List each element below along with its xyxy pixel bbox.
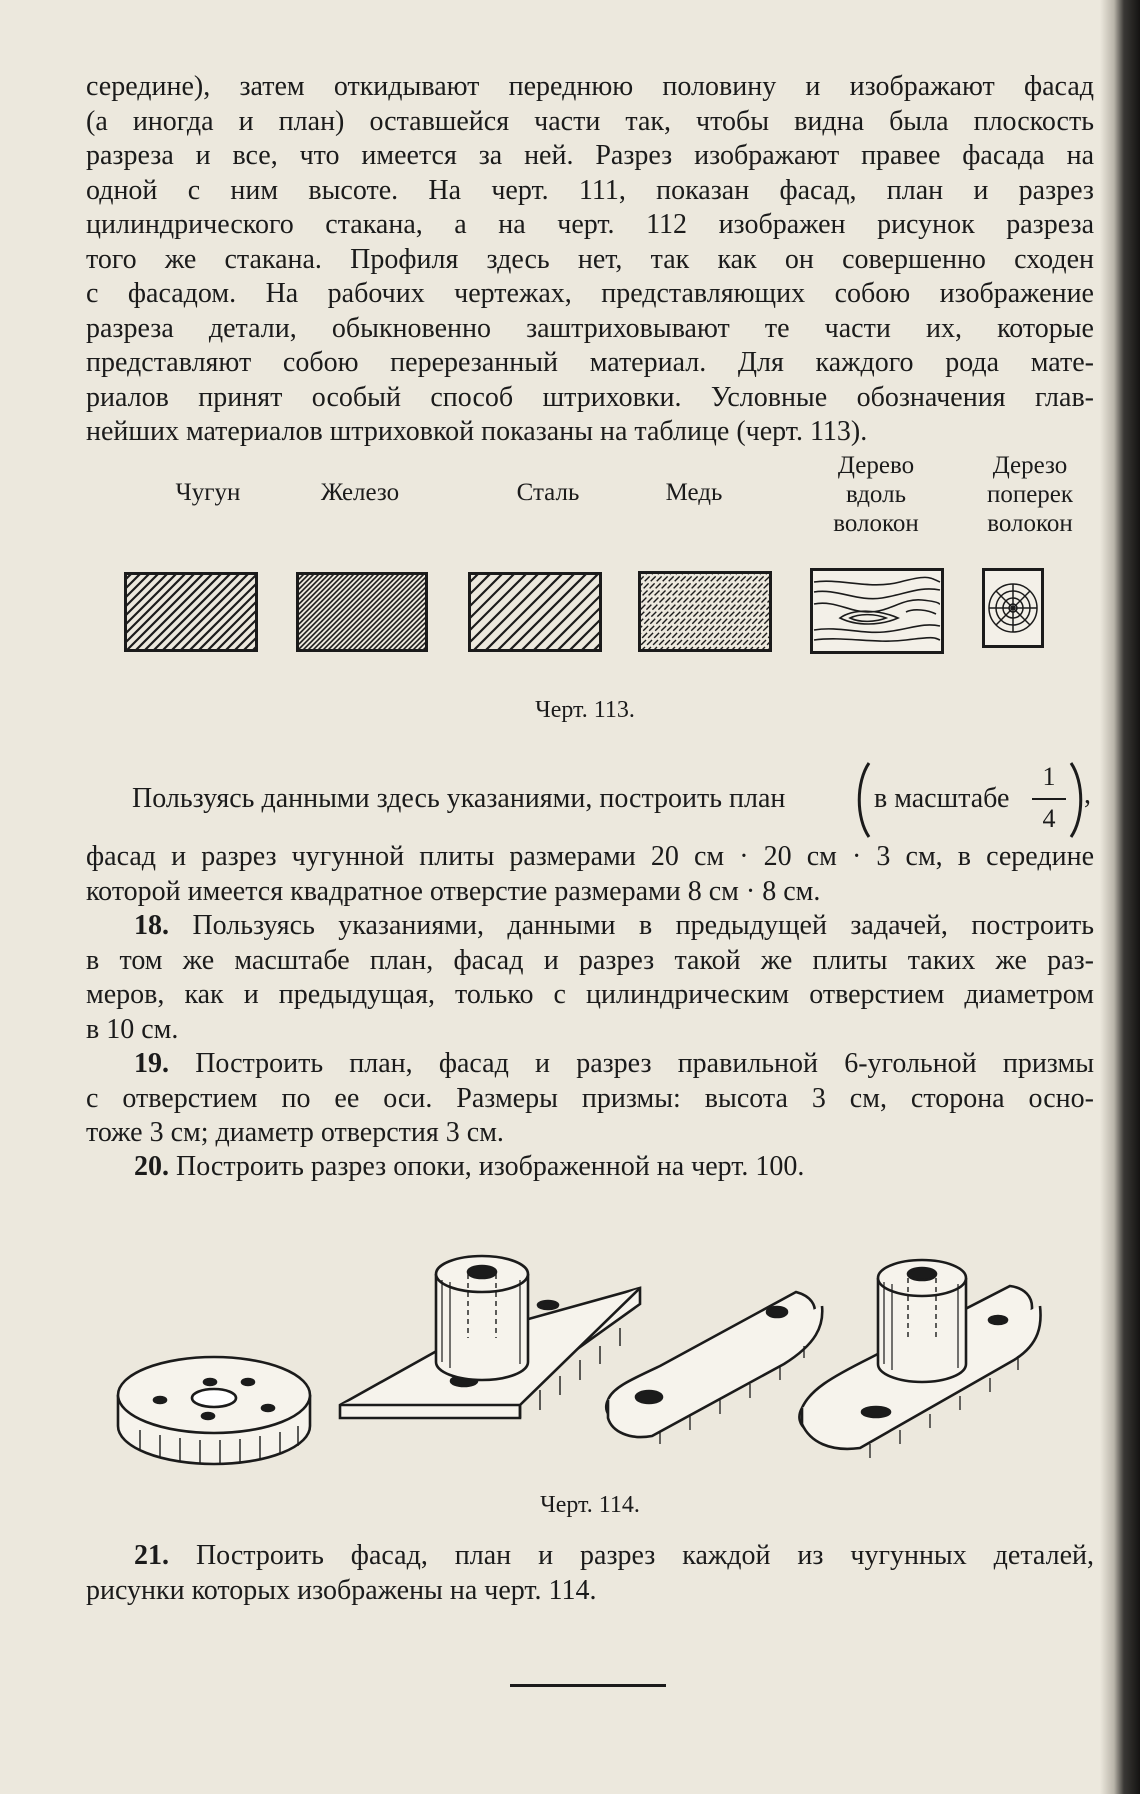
- hatch-line: [742, 570, 772, 652]
- text-line: разреза и все, что имеется за ней. Разрез изображают правее фасада на: [86, 140, 1094, 171]
- hatch-swatch-cast-iron: [124, 572, 258, 652]
- left-paren: [854, 760, 872, 840]
- hatch-line: [694, 570, 772, 652]
- task-number: 21.: [134, 1540, 169, 1571]
- text-line: рисунки которых изображены на черт. 114.: [86, 1574, 597, 1606]
- text-line: [86, 1539, 1094, 1574]
- hatch-line: [670, 570, 752, 652]
- intro-paragraph: [86, 70, 1094, 450]
- text-line: разреза детали, обыкновенно заштриховывают те части их, которые: [86, 312, 1094, 344]
- hatch-line: [706, 570, 772, 652]
- text-line: с отверстием по ее оси. Размеры призмы: высота 3 см, сторона осно-: [86, 1082, 1094, 1114]
- hatch-line: [638, 570, 716, 652]
- hatch-line: [638, 570, 692, 652]
- scale-text: в масштабе: [874, 783, 1010, 814]
- hatch-swatch-steel: [468, 572, 602, 652]
- hatch-line: [652, 570, 734, 652]
- hatch-swatch-iron: [296, 572, 428, 652]
- text-line: тоже 3 см; диаметр отверстия 3 см.: [86, 1117, 504, 1148]
- material-label-iron: Железо: [320, 479, 400, 506]
- part-rounded-plate-with-boss: [799, 1260, 1040, 1458]
- task-19: [86, 1047, 1094, 1151]
- task-17-first-line: [132, 760, 1092, 840]
- hatch-line: [658, 570, 740, 652]
- hatch-line: [638, 570, 674, 652]
- hatch-line: [638, 570, 686, 652]
- task-17-text: Пользуясь данными здесь указаниями, построить план: [132, 783, 786, 814]
- hatch-swatch-wood-across: [982, 568, 1044, 648]
- hatch-line: [638, 570, 698, 652]
- task-text: Построить план, фасад и разрез правильной 6-угольной призмы: [195, 1048, 1095, 1079]
- trailing-comma: ,: [1084, 779, 1091, 810]
- text-line: цилиндрического стакана, а на черт. 112 изображен рисунок разреза: [86, 209, 1094, 240]
- material-label-steel: Сталь: [516, 479, 580, 506]
- hatch-line: [496, 572, 576, 652]
- text-line: [86, 1150, 1094, 1185]
- hatch-line: [484, 572, 564, 652]
- figure-114-drawing: [100, 1240, 1080, 1500]
- hatch-swatch-wood-along: [810, 568, 944, 654]
- task-number: 20.: [134, 1151, 169, 1182]
- hatch-swatch-copper: [638, 570, 772, 652]
- hatch-line: [638, 570, 662, 652]
- hatch-line: [748, 570, 772, 652]
- hatch-line: [712, 570, 772, 652]
- task-18: [86, 909, 1094, 1047]
- task-number: 18.: [134, 910, 169, 941]
- text-line: [86, 1047, 1094, 1082]
- page-edge-shadow: [1100, 0, 1140, 1794]
- fraction-numerator: 1: [1042, 762, 1056, 791]
- text-line: (а иногда и план) оставшейся части так, чтобы видна была плоскость: [86, 105, 1094, 137]
- part-plate-with-boss: [340, 1256, 640, 1418]
- hatch-line: [718, 570, 772, 652]
- task-text: Пользуясь указаниями, данными в предыдущей задачей, построить: [192, 910, 1094, 941]
- text-line: нейших материалов штриховкой показаны на таблице (черт. 113).: [86, 416, 868, 447]
- text-line: одной с ним высоте. На черт. 111, показан фасад, план и разрез: [86, 174, 1094, 206]
- hatch-line: [124, 572, 196, 652]
- material-label-cast-iron: Чугун: [175, 479, 241, 506]
- hatch-line: [724, 570, 772, 652]
- hatch-line: [520, 572, 600, 652]
- task-17-body: [86, 840, 1094, 909]
- part-link-arm: [606, 1292, 822, 1444]
- task-21: [86, 1539, 1094, 1608]
- hatch-line: [206, 572, 258, 652]
- text-line: в 10 см.: [86, 1013, 179, 1045]
- hatch-line: [508, 572, 588, 652]
- text-line: в том же масштабе план, фасад и разрез такой же плиты таких же раз-: [86, 944, 1094, 976]
- text-line: фасад и разрез чугунной плиты размерами 20 см · 20 см · 3 см, в середине: [86, 841, 1094, 872]
- text-line: [86, 909, 1094, 944]
- hatch-line: [638, 570, 680, 652]
- material-label-wood-along: Дерево вдоль волокон: [833, 452, 919, 537]
- task-number: 19.: [134, 1048, 169, 1079]
- task-text: Построить разрез опоки, изображенной на черт. 100.: [176, 1151, 805, 1182]
- fraction-denominator: 4: [1042, 804, 1056, 833]
- text-line: середине), затем откидывают переднюю половину и изображают фасад: [86, 71, 1094, 102]
- hatch-line: [664, 570, 746, 652]
- hatch-line: [682, 570, 764, 652]
- hatch-line: [640, 570, 722, 652]
- material-label-copper: Медь: [665, 479, 723, 506]
- hatch-line: [124, 572, 178, 652]
- hatch-line: [638, 570, 710, 652]
- hatch-line: [700, 570, 772, 652]
- text-line: представляют собою перерезанный материал. Для каждого рода мате-: [86, 347, 1094, 378]
- text-line: риалов принят особый способ штриховки. Условные обозначения глав-: [86, 381, 1094, 413]
- hatch-line: [646, 570, 728, 652]
- hatch-line: [676, 570, 758, 652]
- part-disc-with-holes: [118, 1357, 310, 1464]
- task-text: Построить фасад, план и разрез каждой из чугунных деталей,: [195, 1540, 1094, 1571]
- hatch-line: [472, 572, 552, 652]
- text-line: меров, как и предыдущая, только с цилиндрическим отверстием диаметром: [86, 979, 1094, 1010]
- material-label-wood-across: Дерезо поперек волокон: [986, 452, 1074, 537]
- fraction-bar: [1032, 798, 1066, 800]
- task-20: [86, 1150, 1094, 1185]
- text-line: того же стакана. Профиля здесь нет, так как он совершенно сходен: [86, 243, 1094, 275]
- figure-113-caption: Черт. 113.: [535, 697, 635, 723]
- text-line: которой имеется квадратное отверстие размерами 8 см · 8 см.: [86, 875, 821, 907]
- hatch-line: [638, 570, 704, 652]
- hatch-line: [688, 570, 770, 652]
- figure-114-caption: Черт. 114.: [540, 1492, 640, 1518]
- text-line: с фасадом. На рабочих чертежах, представляющих собою изображение: [86, 278, 1094, 309]
- end-rule: [510, 1684, 666, 1687]
